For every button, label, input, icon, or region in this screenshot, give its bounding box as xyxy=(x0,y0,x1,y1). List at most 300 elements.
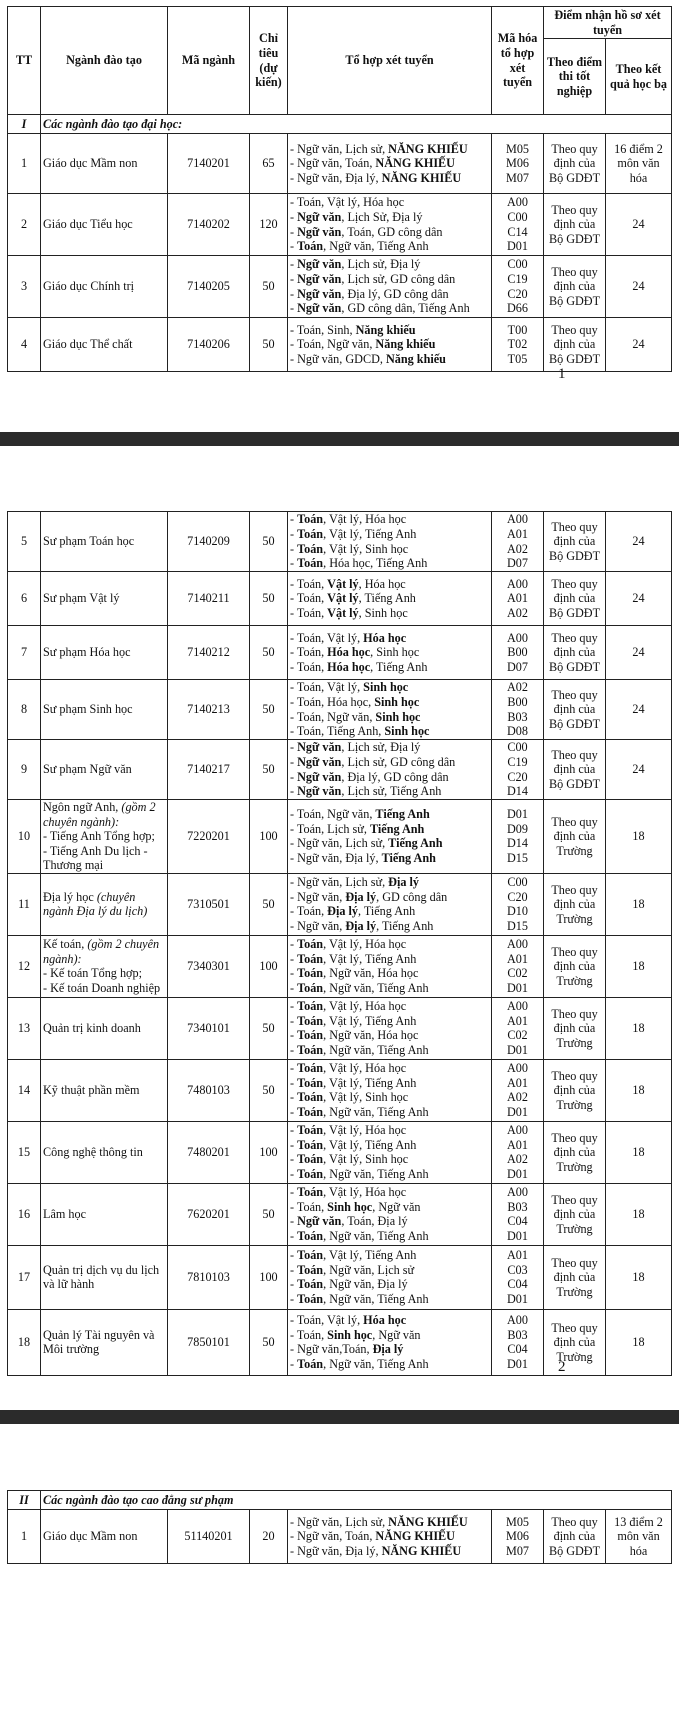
row-chi-tieu: 50 xyxy=(250,1309,288,1375)
section-roman: I xyxy=(8,115,41,134)
row-tt: 12 xyxy=(8,935,41,997)
row-ma-nganh: 7140211 xyxy=(168,572,250,626)
to-hop-line: - Toán, Vật lý, Hóa học xyxy=(290,1123,407,1138)
row-chi-tieu: 50 xyxy=(250,572,288,626)
ma-to-hop: D07 xyxy=(507,659,528,674)
ma-to-hop: T05 xyxy=(507,351,528,366)
ma-to-hop: A00 xyxy=(507,1123,528,1138)
col-ma-nganh: Mã ngành xyxy=(168,7,250,115)
to-hop-line: - Toán, Vật lý, Tiếng Anh xyxy=(290,1013,417,1028)
col-theo-thi: Theo điểm thi tốt nghiệp xyxy=(544,39,606,115)
to-hop-line: - Toán, Vật lý, Hóa học xyxy=(290,1313,407,1328)
row-ma-nganh: 7140201 xyxy=(168,134,250,194)
ma-to-hop: C20 xyxy=(507,286,528,301)
to-hop-line: - Toán, Vật lý, Hóa học xyxy=(290,1061,407,1076)
row-ma-hoa xyxy=(492,740,544,800)
row-chi-tieu: 50 xyxy=(250,512,288,572)
row-tt: 2 xyxy=(8,194,41,256)
row-nganh xyxy=(41,572,168,626)
row-tt: 9 xyxy=(8,740,41,800)
row-to-hop xyxy=(288,997,492,1059)
row-chi-tieu: 100 xyxy=(250,1245,288,1309)
to-hop-line: - Toán, Vật lý, Tiếng Anh xyxy=(290,1075,417,1090)
page-separator xyxy=(0,1410,679,1424)
ma-to-hop: A00 xyxy=(507,937,528,952)
row-nganh xyxy=(41,626,168,680)
row-ma-hoa xyxy=(492,1059,544,1121)
to-hop-line: - Ngữ văn, Địa lý, NĂNG KHIẾU xyxy=(290,170,462,185)
to-hop-line: - Toán, Ngữ văn, Hóa học xyxy=(290,966,419,981)
nganh-sub: - Kế toán Tổng hợp; xyxy=(43,966,142,981)
to-hop-line: - Toán, Vật lý, Sinh học xyxy=(290,680,409,695)
row-theo-thi: Theo quy định của Trường xyxy=(544,1309,606,1375)
ma-to-hop: B03 xyxy=(507,709,528,724)
ma-to-hop: A02 xyxy=(507,680,528,695)
to-hop-line: - Toán, Ngữ văn, Tiếng Anh xyxy=(290,1357,429,1372)
row-theo-thi: Theo quy định của Bộ GDĐT xyxy=(544,512,606,572)
row-nganh xyxy=(41,512,168,572)
nganh-name: Địa lý học xyxy=(43,889,94,904)
row-to-hop xyxy=(288,1245,492,1309)
row-theo-hoc-ba: 18 xyxy=(606,1059,672,1121)
ma-to-hop: D01 xyxy=(507,1292,528,1307)
ma-to-hop: C14 xyxy=(507,224,528,239)
nganh-name: Ngôn ngữ Anh, xyxy=(43,800,119,814)
to-hop-line: - Ngữ văn, Địa lý, GD công dân xyxy=(290,889,448,904)
to-hop-line: - Toán, Ngữ văn, Sinh học xyxy=(290,709,421,724)
row-theo-hoc-ba: 24 xyxy=(606,626,672,680)
section-roman: II xyxy=(8,1491,41,1510)
to-hop-line: - Toán, Sinh học, Ngữ văn xyxy=(290,1327,421,1342)
row-chi-tieu: 120 xyxy=(250,194,288,256)
row-theo-thi: Theo quy định của Bộ GDĐT xyxy=(544,572,606,626)
row-ma-hoa xyxy=(492,873,544,935)
ma-to-hop: C03 xyxy=(507,1262,528,1277)
row-to-hop xyxy=(288,935,492,997)
row-tt: 13 xyxy=(8,997,41,1059)
ma-to-hop: D01 xyxy=(507,1043,528,1058)
row-tt: 10 xyxy=(8,800,41,874)
row-chi-tieu: 100 xyxy=(250,800,288,874)
to-hop-line: - Toán, Tiếng Anh, Sinh học xyxy=(290,724,430,739)
to-hop-line: - Toán, Ngữ văn, Tiếng Anh xyxy=(290,1229,429,1244)
nganh-note: (gồm 2 chuyên ngành): xyxy=(43,800,156,829)
to-hop-line: - Toán, Lịch sử, Tiếng Anh xyxy=(290,821,425,836)
row-chi-tieu: 50 xyxy=(250,1183,288,1245)
row-tt: 16 xyxy=(8,1183,41,1245)
row-ma-hoa xyxy=(492,134,544,194)
row-theo-thi: Theo quy định của Trường xyxy=(544,997,606,1059)
to-hop-line: - Toán, Vật lý, Hóa học xyxy=(290,576,406,591)
ma-to-hop: T00 xyxy=(507,322,528,337)
ma-to-hop: M05 xyxy=(505,141,530,156)
col-diem: Điểm nhận hồ sơ xét tuyển xyxy=(544,7,672,39)
ma-to-hop: A00 xyxy=(507,1061,528,1076)
to-hop-line: - Toán, Hóa học, Tiếng Anh xyxy=(290,659,428,674)
row-to-hop xyxy=(288,873,492,935)
ma-to-hop: M06 xyxy=(505,156,530,171)
row-theo-hoc-ba: 18 xyxy=(606,1183,672,1245)
ma-to-hop: B03 xyxy=(507,1199,528,1214)
row-nganh xyxy=(41,873,168,935)
ma-to-hop: B00 xyxy=(507,694,528,709)
table-row xyxy=(8,873,672,935)
row-ma-nganh: 7140209 xyxy=(168,512,250,572)
row-ma-hoa xyxy=(492,1245,544,1309)
ma-to-hop: A01 xyxy=(507,591,528,606)
to-hop-line: - Ngữ văn, Toán, NĂNG KHIẾU xyxy=(290,1529,455,1544)
row-theo-thi: Theo quy định của Bộ GDĐT xyxy=(544,318,606,372)
ma-to-hop: A01 xyxy=(507,1248,528,1263)
row-chi-tieu: 100 xyxy=(250,1121,288,1183)
ma-to-hop: C04 xyxy=(507,1214,528,1229)
row-theo-hoc-ba: 18 xyxy=(606,935,672,997)
row-theo-thi: Theo quy định của Trường xyxy=(544,873,606,935)
ma-to-hop: D01 xyxy=(507,1357,528,1372)
row-theo-hoc-ba: 24 xyxy=(606,680,672,740)
ma-to-hop: D15 xyxy=(507,851,528,866)
to-hop-line: - Ngữ văn, Lịch sử, NĂNG KHIẾU xyxy=(290,1514,468,1529)
row-nganh xyxy=(41,800,168,874)
ma-to-hop: A00 xyxy=(507,630,528,645)
ma-to-hop: B03 xyxy=(507,1327,528,1342)
to-hop-line: - Toán, Ngữ văn, Tiếng Anh xyxy=(290,807,430,822)
to-hop-line: - Toán, Vật lý, Hóa học xyxy=(290,195,405,210)
to-hop-line: - Ngữ văn, Lịch Sử, Địa lý xyxy=(290,209,423,224)
to-hop-line: - Toán, Vật lý, Hóa học xyxy=(290,512,407,527)
ma-to-hop: C20 xyxy=(507,889,528,904)
row-theo-thi: Theo quy định của Bộ GDĐT xyxy=(544,680,606,740)
nganh-name: Lâm học xyxy=(43,1207,86,1222)
to-hop-line: - Ngữ văn, Lịch sử, Địa lý xyxy=(290,257,421,272)
row-ma-nganh: 7480201 xyxy=(168,1121,250,1183)
row-to-hop xyxy=(288,1121,492,1183)
row-to-hop xyxy=(288,1309,492,1375)
to-hop-line: - Ngữ văn, Địa lý, NĂNG KHIẾU xyxy=(290,1543,462,1558)
row-chi-tieu: 100 xyxy=(250,935,288,997)
ma-to-hop: C02 xyxy=(507,966,528,981)
to-hop-line: - Toán, Vật lý, Tiếng Anh xyxy=(290,526,417,541)
row-nganh xyxy=(41,1245,168,1309)
row-theo-hoc-ba: 16 điểm 2 môn văn hóa xyxy=(606,134,672,194)
to-hop-line: - Toán, Ngữ văn, Tiếng Anh xyxy=(290,981,429,996)
row-theo-thi: Theo quy định của Trường xyxy=(544,800,606,874)
ma-to-hop: M05 xyxy=(505,1514,530,1529)
nganh-name: Giáo dục Mầm non xyxy=(43,1529,138,1544)
row-ma-hoa xyxy=(492,194,544,256)
row-to-hop xyxy=(288,1510,492,1564)
nganh-name: Công nghệ thông tin xyxy=(43,1145,143,1160)
ma-to-hop: A00 xyxy=(507,999,528,1014)
to-hop-line: - Ngữ văn, Toán, Địa lý xyxy=(290,1214,408,1229)
col-theo-hoc-ba: Theo kết quả học bạ xyxy=(606,39,672,115)
section-title: Các ngành đào tạo cao đẳng sư phạm xyxy=(41,1491,672,1510)
table-row xyxy=(8,1183,672,1245)
ma-to-hop: A02 xyxy=(507,1152,528,1167)
row-nganh xyxy=(41,256,168,318)
row-to-hop xyxy=(288,194,492,256)
table-row xyxy=(8,1245,672,1309)
page-separator xyxy=(0,432,679,446)
row-ma-nganh: 7340301 xyxy=(168,935,250,997)
to-hop-line: - Toán, Ngữ văn, Năng khiếu xyxy=(290,337,436,352)
ma-to-hop: D66 xyxy=(507,301,528,316)
table-row xyxy=(8,626,672,680)
row-nganh xyxy=(41,194,168,256)
nganh-name: Sư phạm Hóa học xyxy=(43,645,131,660)
to-hop-line: - Ngữ văn, Địa lý, Tiếng Anh xyxy=(290,919,434,934)
ma-to-hop: D01 xyxy=(507,1105,528,1120)
row-ma-hoa xyxy=(492,626,544,680)
row-theo-thi: Theo quy định của Bộ GDĐT xyxy=(544,1510,606,1564)
row-chi-tieu: 65 xyxy=(250,134,288,194)
row-ma-hoa xyxy=(492,256,544,318)
row-theo-thi: Theo quy định của Trường xyxy=(544,1245,606,1309)
to-hop-line: - Toán, Ngữ văn, Hóa học xyxy=(290,1028,419,1043)
ma-to-hop: A01 xyxy=(507,1137,528,1152)
to-hop-line: - Toán, Vật lý, Hóa học xyxy=(290,999,407,1014)
row-theo-thi: Theo quy định của Bộ GDĐT xyxy=(544,740,606,800)
to-hop-line: - Toán, Vật lý, Sinh học xyxy=(290,541,409,556)
row-to-hop xyxy=(288,256,492,318)
table-row xyxy=(8,740,672,800)
row-theo-thi: Theo quy định của Bộ GDĐT xyxy=(544,194,606,256)
to-hop-line: - Toán, Ngữ văn, Địa lý xyxy=(290,1277,408,1292)
table-row xyxy=(8,1121,672,1183)
row-ma-nganh: 7480103 xyxy=(168,1059,250,1121)
ma-to-hop: A01 xyxy=(507,951,528,966)
row-ma-nganh: 7310501 xyxy=(168,873,250,935)
row-chi-tieu: 50 xyxy=(250,1059,288,1121)
to-hop-line: - Toán, Hóa học, Sinh học xyxy=(290,645,420,660)
row-tt: 11 xyxy=(8,873,41,935)
ma-to-hop: A01 xyxy=(507,526,528,541)
ma-to-hop: A00 xyxy=(507,576,528,591)
nganh-name: Quản trị kinh doanh xyxy=(43,1021,141,1036)
row-theo-thi: Theo quy định của Bộ GDĐT xyxy=(544,256,606,318)
table-row xyxy=(8,1309,672,1375)
row-chi-tieu: 50 xyxy=(250,626,288,680)
table-row xyxy=(8,134,672,194)
ma-to-hop: C20 xyxy=(507,769,528,784)
row-theo-thi: Theo quy định của Trường xyxy=(544,1121,606,1183)
row-ma-nganh: 7140205 xyxy=(168,256,250,318)
ma-to-hop: C19 xyxy=(507,754,528,769)
ma-to-hop: D15 xyxy=(507,919,528,934)
row-nganh xyxy=(41,740,168,800)
table-row xyxy=(8,800,672,874)
table-row xyxy=(8,1510,672,1564)
row-ma-hoa xyxy=(492,997,544,1059)
row-theo-hoc-ba: 18 xyxy=(606,1245,672,1309)
ma-to-hop: A00 xyxy=(507,195,528,210)
page-number: 2 xyxy=(558,1359,566,1375)
row-theo-hoc-ba: 24 xyxy=(606,256,672,318)
to-hop-line: - Ngữ văn,Toán, Địa lý xyxy=(290,1342,404,1357)
row-ma-nganh: 7620201 xyxy=(168,1183,250,1245)
ma-to-hop: C02 xyxy=(507,1028,528,1043)
ma-to-hop: C00 xyxy=(507,257,528,272)
row-nganh xyxy=(41,318,168,372)
row-nganh xyxy=(41,997,168,1059)
page-number: 1 xyxy=(558,366,566,382)
to-hop-line: - Toán, Vật lý, Sinh học xyxy=(290,605,408,620)
ma-to-hop: C04 xyxy=(507,1342,528,1357)
table-row xyxy=(8,194,672,256)
nganh-name: Sư phạm Toán học xyxy=(43,534,135,549)
row-ma-nganh: 7140202 xyxy=(168,194,250,256)
admission-table-page-1 xyxy=(7,6,672,372)
to-hop-line: - Toán, Vật lý, Tiếng Anh xyxy=(290,951,417,966)
row-ma-nganh: 7140206 xyxy=(168,318,250,372)
row-ma-nganh: 7140213 xyxy=(168,680,250,740)
row-nganh xyxy=(41,935,168,997)
nganh-name: Sư phạm Ngữ văn xyxy=(43,762,132,777)
row-ma-hoa xyxy=(492,935,544,997)
row-ma-nganh: 7140212 xyxy=(168,626,250,680)
table-row xyxy=(8,572,672,626)
nganh-note: (chuyên ngành Địa lý du lịch) xyxy=(43,889,148,919)
col-tt: TT xyxy=(8,7,41,115)
to-hop-line: - Toán, Sinh học, Ngữ văn xyxy=(290,1199,421,1214)
row-theo-hoc-ba: 18 xyxy=(606,1121,672,1183)
to-hop-line: - Toán, Vật lý, Hóa học xyxy=(290,1185,407,1200)
row-tt: 1 xyxy=(8,134,41,194)
col-chi-tieu: Chỉ tiêu (dự kiến) xyxy=(250,7,288,115)
nganh-name: Giáo dục Chính trị xyxy=(43,279,135,294)
admission-table-page-2 xyxy=(7,511,672,1376)
row-tt: 6 xyxy=(8,572,41,626)
admission-table-page-3 xyxy=(7,1490,672,1564)
row-ma-hoa xyxy=(492,572,544,626)
to-hop-line: - Ngữ văn, Toán, NĂNG KHIẾU xyxy=(290,156,455,171)
to-hop-line: - Toán, Vật lý, Hóa học xyxy=(290,630,407,645)
to-hop-line: - Toán, Vật lý, Sinh học xyxy=(290,1152,409,1167)
row-to-hop xyxy=(288,626,492,680)
ma-to-hop: A01 xyxy=(507,1013,528,1028)
ma-to-hop: C00 xyxy=(507,740,528,755)
row-tt: 5 xyxy=(8,512,41,572)
ma-to-hop: D07 xyxy=(507,556,528,571)
row-theo-hoc-ba: 24 xyxy=(606,572,672,626)
to-hop-line: - Toán, Địa lý, Tiếng Anh xyxy=(290,904,416,919)
ma-to-hop: C00 xyxy=(507,209,528,224)
to-hop-line: - Toán, Sinh, Năng khiếu xyxy=(290,322,416,337)
row-theo-hoc-ba: 18 xyxy=(606,873,672,935)
row-ma-nganh: 7140217 xyxy=(168,740,250,800)
row-ma-hoa xyxy=(492,318,544,372)
nganh-note: (gồm 2 chuyên ngành): xyxy=(43,937,160,966)
row-theo-thi: Theo quy định của Trường xyxy=(544,1183,606,1245)
ma-to-hop: A00 xyxy=(507,512,528,527)
ma-to-hop: D09 xyxy=(507,821,528,836)
row-to-hop xyxy=(288,512,492,572)
ma-to-hop: A02 xyxy=(507,541,528,556)
ma-to-hop: B00 xyxy=(507,645,528,660)
ma-to-hop: T02 xyxy=(507,337,528,352)
ma-to-hop: A02 xyxy=(507,605,528,620)
ma-to-hop: D01 xyxy=(507,981,528,996)
row-chi-tieu: 50 xyxy=(250,680,288,740)
row-tt: 17 xyxy=(8,1245,41,1309)
to-hop-line: - Toán, Ngữ văn, Tiếng Anh xyxy=(290,1043,429,1058)
table-row xyxy=(8,680,672,740)
row-tt: 8 xyxy=(8,680,41,740)
row-to-hop xyxy=(288,800,492,874)
table-row xyxy=(8,997,672,1059)
to-hop-line: - Ngữ văn, Lịch sử, GD công dân xyxy=(290,754,456,769)
row-tt: 3 xyxy=(8,256,41,318)
row-chi-tieu: 50 xyxy=(250,256,288,318)
row-theo-thi: Theo quy định của Trường xyxy=(544,1059,606,1121)
ma-to-hop: C19 xyxy=(507,271,528,286)
row-chi-tieu: 20 xyxy=(250,1510,288,1564)
ma-to-hop: A01 xyxy=(507,1075,528,1090)
table-row xyxy=(8,1059,672,1121)
row-to-hop xyxy=(288,1183,492,1245)
to-hop-line: - Ngữ văn, GDCD, Năng khiếu xyxy=(290,351,446,366)
to-hop-line: - Toán, Ngữ văn, Tiếng Anh xyxy=(290,1167,429,1182)
table-row xyxy=(8,512,672,572)
table-row xyxy=(8,256,672,318)
nganh-name: Kỹ thuật phần mềm xyxy=(43,1083,140,1098)
row-theo-thi: Theo quy định của Bộ GDĐT xyxy=(544,134,606,194)
to-hop-line: - Ngữ văn, Lịch sử, GD công dân xyxy=(290,271,456,286)
to-hop-line: - Ngữ văn, Lịch sử, Địa lý xyxy=(290,875,419,890)
row-nganh xyxy=(41,1059,168,1121)
nganh-sub: - Kế toán Doanh nghiệp xyxy=(43,981,161,996)
table-row xyxy=(8,318,672,372)
row-theo-thi: Theo quy định của Bộ GDĐT xyxy=(544,626,606,680)
row-to-hop xyxy=(288,680,492,740)
row-ma-hoa xyxy=(492,1510,544,1564)
row-to-hop xyxy=(288,134,492,194)
row-theo-hoc-ba: 13 điểm 2 môn văn hóa xyxy=(606,1510,672,1564)
nganh-name: Quản trị dịch vụ du lịch và lữ hành xyxy=(43,1262,160,1292)
row-ma-nganh: 51140201 xyxy=(168,1510,250,1564)
row-ma-nganh: 7810103 xyxy=(168,1245,250,1309)
to-hop-line: - Toán, Hóa học, Tiếng Anh xyxy=(290,556,428,571)
to-hop-line: - Ngữ văn, Lịch sử, Địa lý xyxy=(290,740,421,755)
row-ma-nganh: 7220201 xyxy=(168,800,250,874)
row-tt: 7 xyxy=(8,626,41,680)
ma-to-hop: C00 xyxy=(507,875,528,890)
to-hop-line: - Ngữ văn, Toán, GD công dân xyxy=(290,224,443,239)
row-ma-hoa xyxy=(492,1309,544,1375)
ma-to-hop: D01 xyxy=(507,239,528,254)
ma-to-hop: D01 xyxy=(507,807,528,822)
row-to-hop xyxy=(288,318,492,372)
row-tt: 15 xyxy=(8,1121,41,1183)
col-nganh: Ngành đào tạo xyxy=(41,7,168,115)
ma-to-hop: D01 xyxy=(507,1167,528,1182)
ma-to-hop: M07 xyxy=(505,170,530,185)
ma-to-hop: M06 xyxy=(505,1529,530,1544)
row-ma-hoa xyxy=(492,512,544,572)
ma-to-hop: A00 xyxy=(507,1185,528,1200)
nganh-sub: - Tiếng Anh Du lịch - Thương mại xyxy=(43,843,148,873)
to-hop-line: - Ngữ văn, Địa lý, Tiếng Anh xyxy=(290,851,436,866)
col-ma-hoa: Mã hóa tổ hợp xét tuyển xyxy=(492,7,544,115)
row-theo-hoc-ba: 18 xyxy=(606,997,672,1059)
nganh-name: Giáo dục Thể chất xyxy=(43,337,133,352)
ma-to-hop: D14 xyxy=(507,836,528,851)
to-hop-line: - Toán, Ngữ văn, Tiếng Anh xyxy=(290,1292,429,1307)
row-ma-hoa xyxy=(492,1183,544,1245)
row-to-hop xyxy=(288,740,492,800)
to-hop-line: - Toán, Hóa học, Sinh học xyxy=(290,694,420,709)
table-row xyxy=(8,935,672,997)
